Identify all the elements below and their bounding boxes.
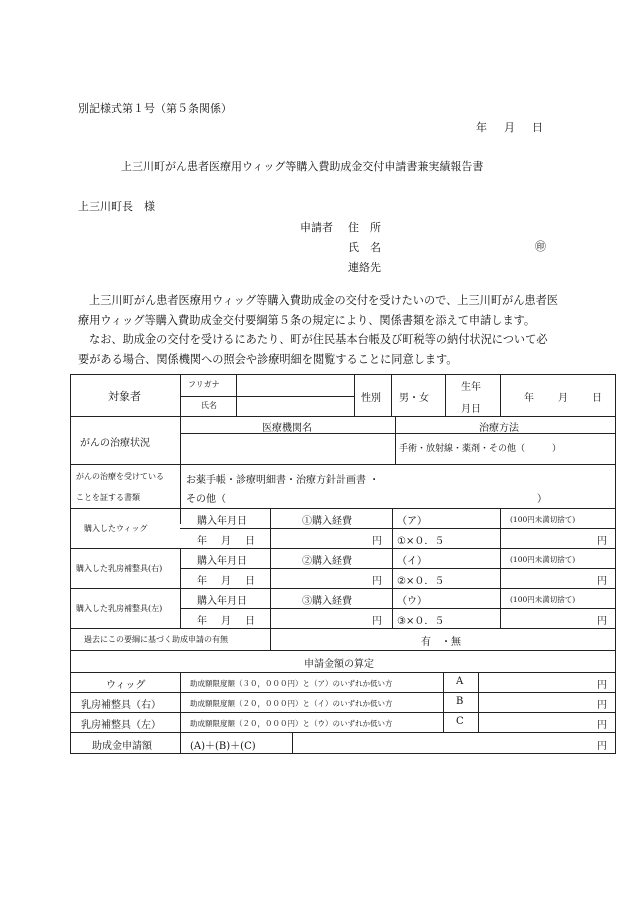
total-yen: 円	[597, 741, 607, 752]
calc-breast-left-desc: 助成額限度額（２０，０００円）と（ウ）のいずれか低い方	[190, 719, 393, 728]
treatment-method-label: 治療方法	[479, 423, 519, 434]
calc-wig-yen: 円	[597, 680, 607, 691]
row-breast-right-label: 購入した乳房補整具(右)	[76, 564, 163, 573]
proof-label-top: がんの治療を受けている	[76, 472, 164, 481]
row-wig-ymd[interactable]: 年 月 日	[197, 536, 257, 547]
proof-label-bottom: ことを証する書類	[76, 493, 140, 502]
row-breast-right-cost-yen: 円	[372, 576, 382, 587]
calc-header: 申請金額の算定	[304, 659, 374, 670]
row-breast-left-code: （ウ）	[397, 596, 427, 607]
proof-other-close: ）	[537, 494, 547, 505]
row-breast-right-code: （イ）	[397, 556, 427, 567]
address-label: 住 所	[348, 221, 381, 234]
calc-breast-right-code: B	[456, 696, 464, 707]
row-breast-right-cost-label: ②購入経費	[302, 556, 352, 567]
calc-breast-left-code: C	[456, 716, 464, 727]
page-title: 上三川町がん患者医療用ウィッグ等購入費助成金交付申請書兼実績報告書	[121, 160, 484, 173]
form-number: 別記様式第１号（第５条関係）	[78, 102, 232, 115]
calc-wig-desc: 助成額限度額（３０，０００円）と（ア）のいずれか低い方	[190, 679, 393, 688]
row-breast-left-formula: ③×０．５	[397, 616, 445, 627]
name-field-label: 氏名	[201, 401, 217, 410]
total-formula: (A)＋(B)＋(C)	[190, 741, 256, 752]
birth-label-top: 生年	[461, 382, 481, 393]
paragraph-consent: なお、助成金の交付を受けるにあたり、町が住民基本台帳及び町税等の納付状況について必要がある場合、関係機関への照会や診療明細を閲覧することに同意します。	[78, 333, 548, 366]
paragraph-application: 上三川町がん患者医療用ウィッグ等購入費助成金の交付を受けたいので、上三川町がん患者医療用ウィッグ等購入費助成金交付要綱第５条の規定により、関係書類を添えて申請します。	[78, 294, 558, 327]
row-breast-right-formula: ②×０．５	[397, 576, 445, 587]
calc-wig-code: A	[456, 676, 464, 687]
row-wig-rounding: (100円未満切捨て)	[510, 515, 576, 524]
calc-breast-right-desc: 助成額限度額（２０，０００円）と（イ）のいずれか低い方	[190, 699, 393, 708]
treatment-options[interactable]: 手術・放射線・薬剤・その他（ ）	[399, 444, 562, 454]
row-breast-right-ymd[interactable]: 年 月 日	[197, 576, 257, 587]
calc-breast-left-label: 乳房補整具（左）	[81, 720, 161, 731]
calc-breast-right-yen: 円	[597, 700, 607, 711]
applicant-label: 申請者	[300, 221, 333, 234]
row-wig-purchase-date-label: 購入年月日	[197, 516, 247, 527]
row-wig-result-yen: 円	[597, 536, 607, 547]
birth-year: 年	[524, 393, 534, 404]
proof-other[interactable]: その他（	[186, 494, 226, 505]
gender-label: 性別	[361, 393, 381, 404]
subject-label: 対象者	[108, 390, 141, 403]
row-breast-left-ymd[interactable]: 年 月 日	[197, 616, 257, 627]
row-breast-left-purchase-date-label: 購入年月日	[197, 596, 247, 607]
row-breast-left-rounding: (100円未満切捨て)	[510, 595, 576, 604]
total-label: 助成金申請額	[92, 741, 152, 752]
treatment-status-label: がんの治療状況	[80, 438, 150, 449]
calc-breast-left-yen: 円	[597, 720, 607, 731]
form-date: 年 月 日	[476, 121, 546, 134]
calc-breast-right-label: 乳房補整具（右）	[81, 700, 161, 711]
row-breast-left-cost-label: ③購入経費	[302, 596, 352, 607]
row-breast-right-purchase-date-label: 購入年月日	[197, 556, 247, 567]
addressee: 上三川町長 様	[78, 200, 155, 213]
row-breast-right-rounding: (100円未満切捨て)	[510, 555, 576, 564]
row-wig-cost-label: ①購入経費	[302, 516, 352, 527]
row-breast-left-label: 購入した乳房補整具(左)	[76, 604, 163, 613]
row-wig-formula: ①×０．５	[397, 536, 445, 547]
seal-mark: ㊞	[535, 240, 546, 253]
row-wig-code: （ア）	[397, 516, 427, 527]
past-application-label: 過去にこの要綱に基づく助成申請の有無	[84, 635, 228, 644]
contact-label: 連絡先	[348, 261, 381, 274]
birth-day: 日	[592, 393, 602, 404]
name-label: 氏 名	[348, 241, 381, 254]
proof-options[interactable]: お薬手帳・診療明細書・治療方針計画書 ・	[186, 475, 380, 486]
calc-wig-label: ウィッグ	[106, 680, 146, 691]
past-application-options[interactable]: 有 ・無	[421, 637, 461, 648]
row-wig-label: 購入したウィッグ	[84, 524, 148, 533]
institution-label: 医療機関名	[262, 423, 312, 434]
gender-options[interactable]: 男・女	[399, 393, 429, 404]
birth-month: 月	[558, 393, 568, 404]
row-breast-left-cost-yen: 円	[372, 616, 382, 627]
row-breast-left-result-yen: 円	[597, 616, 607, 627]
row-breast-right-result-yen: 円	[597, 576, 607, 587]
row-wig-cost-yen: 円	[372, 536, 382, 547]
furigana-label: フリガナ	[188, 380, 220, 389]
birth-label-bottom: 月日	[461, 404, 481, 415]
